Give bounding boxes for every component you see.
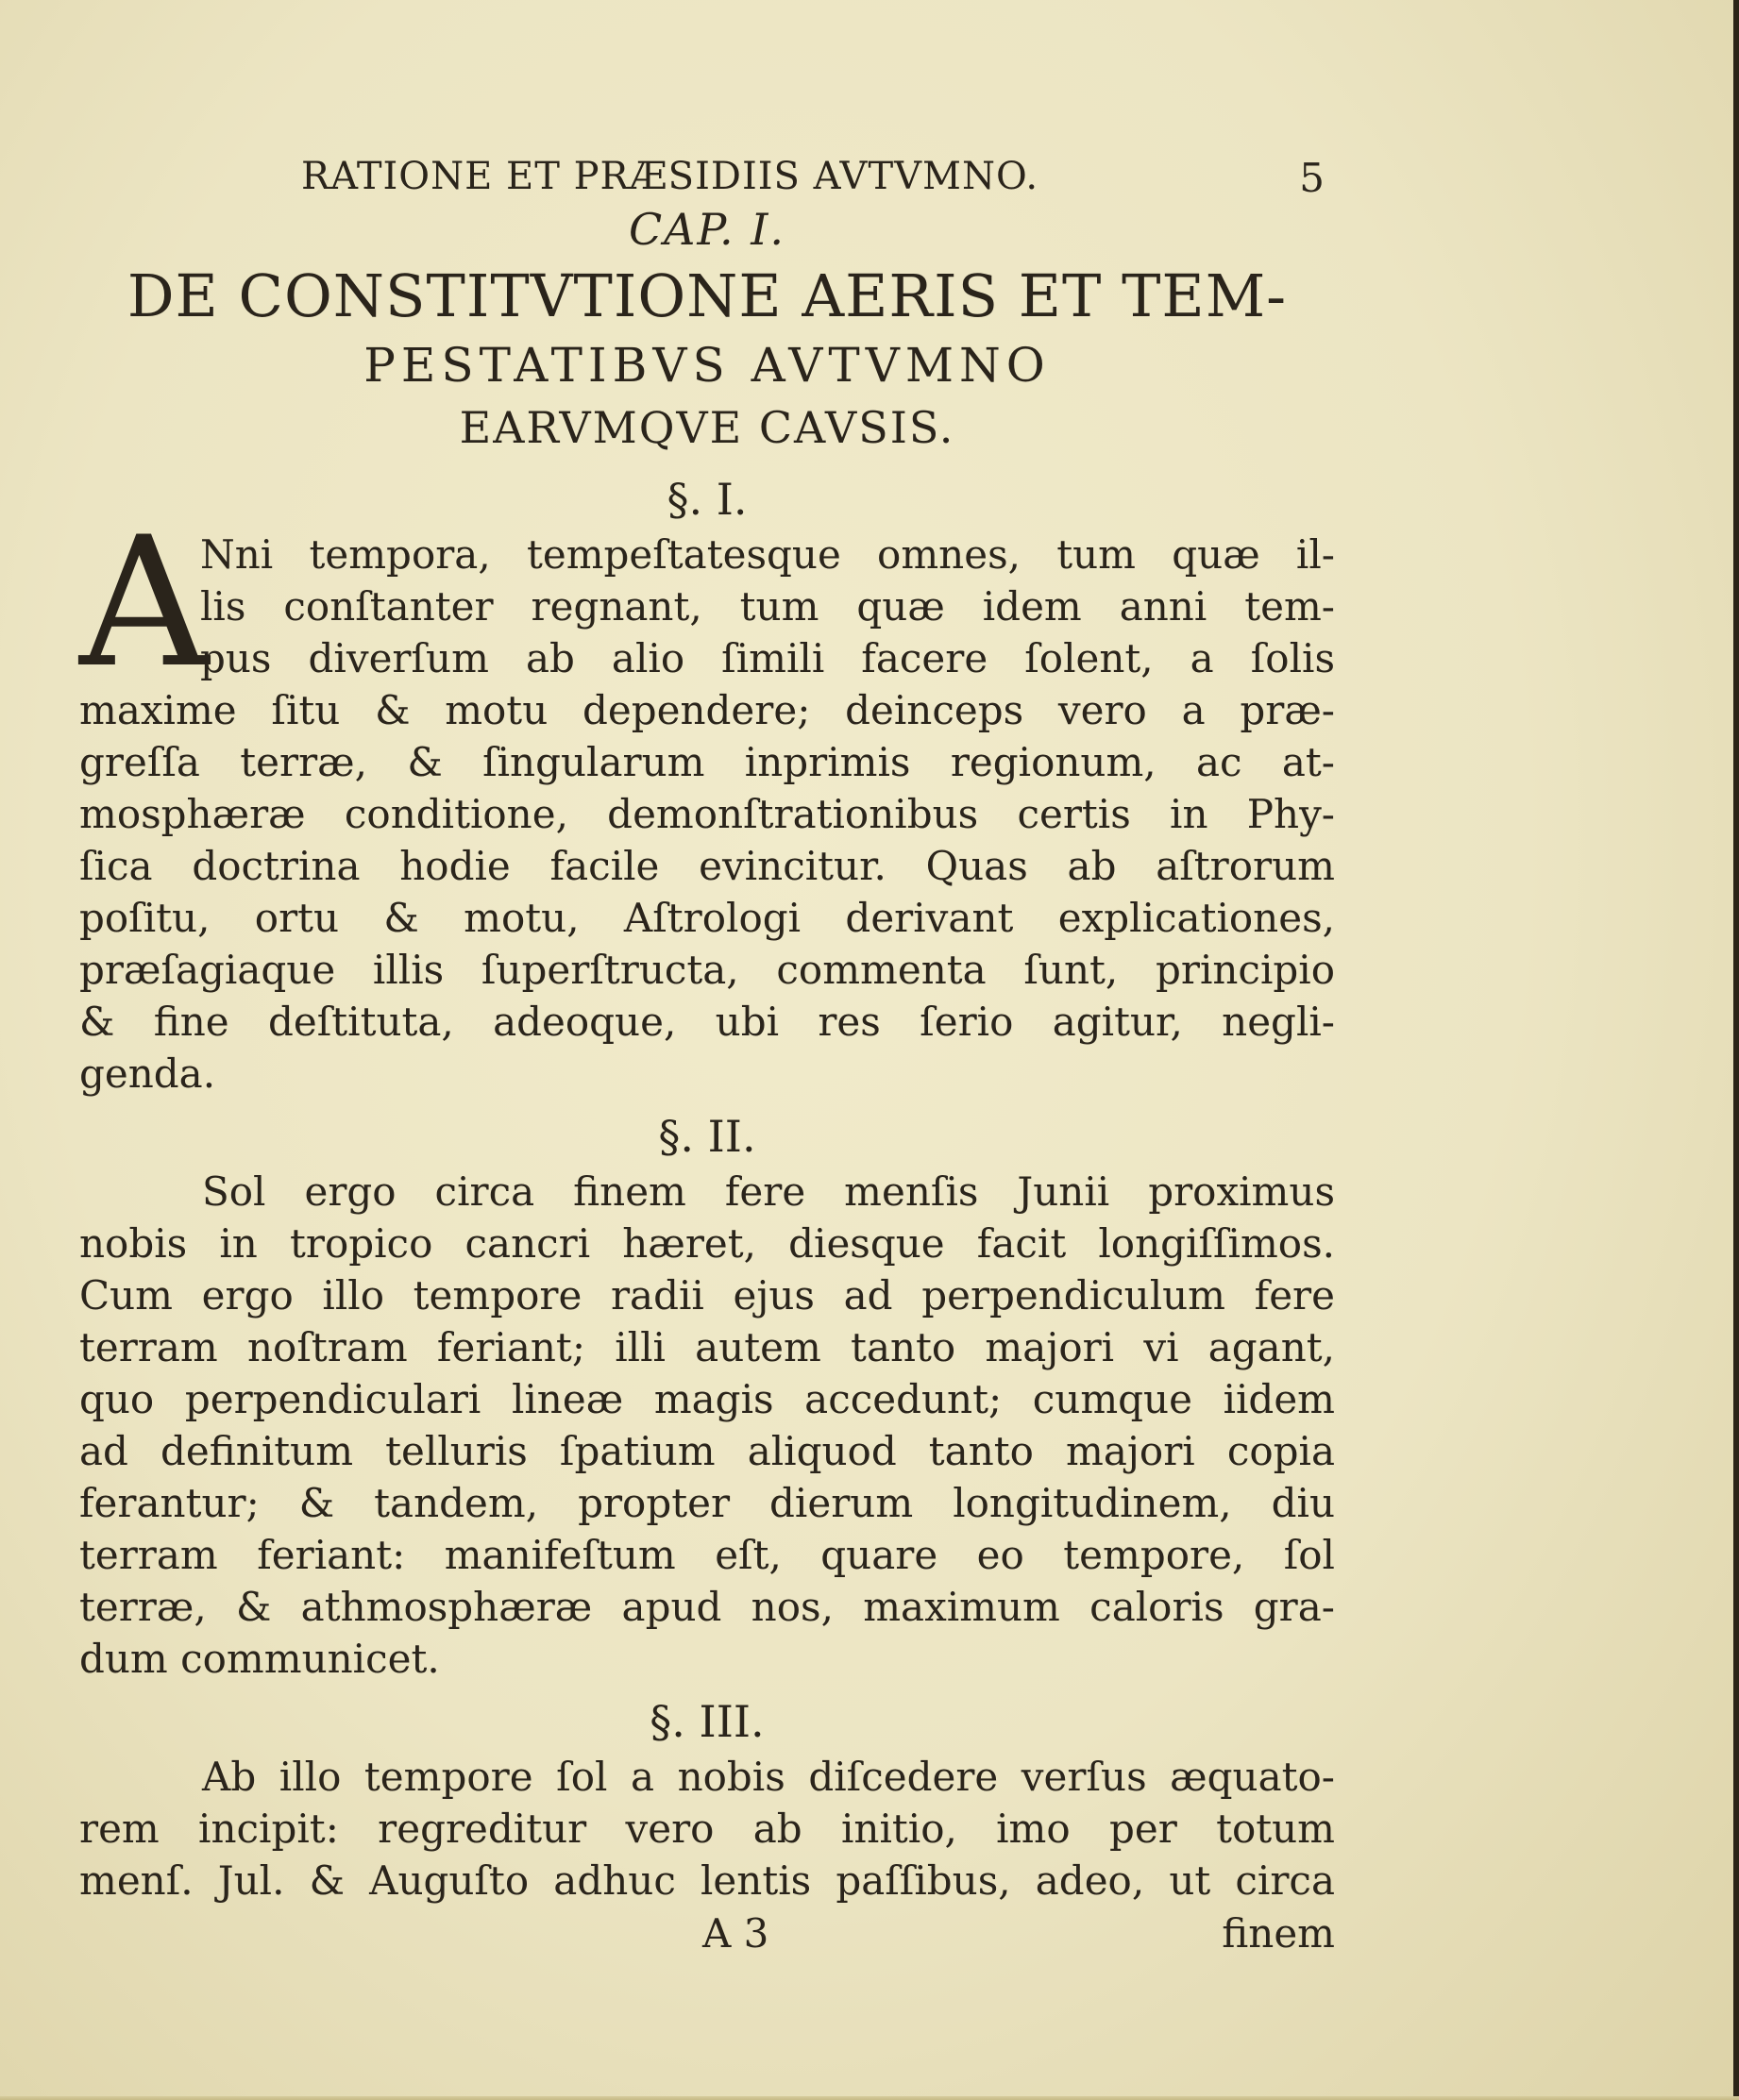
signature-mark: A 3: [702, 1910, 769, 1957]
chapter-heading-line-1: DE CONSTITVTIONE AERIS ET TEM-: [127, 261, 1288, 330]
text-block: [79, 142, 1335, 1962]
page-footer: [79, 1910, 1335, 1962]
body-line: nobis in tropico cancri hæret, diesque facit longiſſimos.: [79, 1220, 1335, 1267]
section-label-3: §. III.: [650, 1696, 765, 1747]
body-line: præſagiaque illis ſuperſtructa, commenta ſunt, principio: [79, 947, 1335, 993]
catchword: finem: [1222, 1910, 1335, 1957]
body-line: ſica doctrina hodie facile evincitur. Quas ab aſtrorum: [79, 843, 1335, 889]
body-line: ferantur; & tandem, propter dierum longitudinem, diu: [79, 1480, 1335, 1526]
section-1-opening: [79, 498, 1335, 707]
chapter-heading-line-3: EARVMQVE CAVSIS.: [459, 402, 955, 453]
body-line: Sol ergo circa finem fere menſis Junii proximus: [202, 1168, 1335, 1215]
body-line: pus diverſum ab alio ſimili facere ſolent, a ſolis: [200, 635, 1335, 681]
body-line: & fine deſtituta, adeoque, ubi res ſerio agitur, negli-: [79, 999, 1335, 1045]
body-line: greſſa terræ, & ſingularum inprimis regionum, ac at-: [79, 739, 1335, 785]
body-line: maxime ſitu & motu dependere; deinceps vero a præ-: [79, 687, 1335, 733]
running-head-title: RATIONE ET PRÆSIDIIS AVTVMNO.: [301, 155, 1039, 198]
body-line: terram feriant: manifeſtum eſt, quare eo tempore, ſol: [79, 1532, 1335, 1578]
running-head: [79, 142, 1335, 202]
page-edge-bottom: [0, 2096, 1739, 2100]
drop-cap: A: [79, 498, 210, 707]
body-line: Cum ergo illo tempore radii ejus ad perpendiculum fere: [79, 1272, 1335, 1319]
body-line: terram noſtram feriant; illi autem tanto majori vi agant,: [79, 1324, 1335, 1370]
body-line: genda.: [79, 1050, 216, 1097]
body-line: lis conſtanter regnant, tum quæ idem anni tem-: [200, 583, 1335, 630]
section-label-2: §. II.: [658, 1111, 756, 1162]
body-line: dum communicet.: [79, 1636, 440, 1682]
page-edge-shadow: [1733, 0, 1739, 2100]
body-line: quo perpendiculari lineæ magis accedunt; cumque iidem: [79, 1376, 1335, 1422]
body-line: poſitu, ortu & motu, Aſtrologi derivant explicationes,: [79, 895, 1335, 941]
body-line: mosphæræ conditione, demonſtrationibus certis in Phy-: [79, 791, 1335, 837]
chapter-label: CAP. I.: [628, 204, 786, 255]
body-line: rem incipit: regreditur vero ab initio, imo per totum: [79, 1806, 1335, 1852]
body-line: menſ. Jul. & Auguſto adhuc lentis paſſibus, adeo, ut circa: [79, 1857, 1335, 1904]
page-number: 5: [1299, 155, 1325, 201]
body-line: terræ, & athmosphæræ apud nos, maximum caloris gra-: [79, 1584, 1335, 1630]
body-line: ad definitum telluris ſpatium aliquod tanto majori copia: [79, 1428, 1335, 1474]
section-label-1: §. I.: [667, 474, 748, 525]
body-line: Ab illo tempore ſol a nobis diſcedere verſus æquato-: [202, 1754, 1335, 1800]
body-line: Nni tempora, tempeſtatesque omnes, tum quæ il-: [200, 531, 1335, 578]
chapter-heading-line-2: PESTATIBVS AVTVMNO: [363, 338, 1051, 393]
